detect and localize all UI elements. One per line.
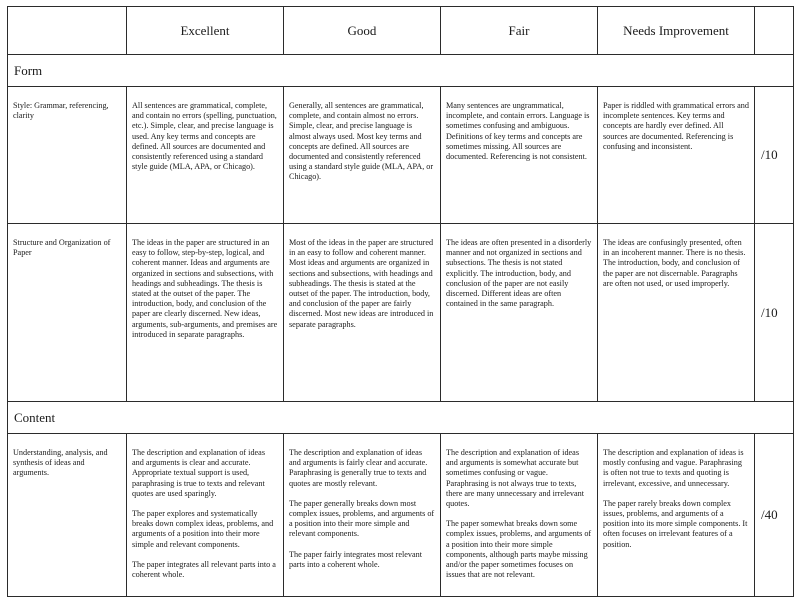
cell-fair	[441, 434, 598, 597]
score-cell: /10	[755, 224, 794, 402]
section-row-content	[8, 402, 794, 434]
cell-text: Paper is riddled with grammatical errors and incomplete sentences. Key terms and concepts are hardly ever defined. All sources are documented. Referencing is confusing and inconsistent.	[603, 101, 749, 151]
cell-text: The paper integrates all relevant parts into a coherent whole.	[132, 559, 276, 580]
rubric-table	[7, 6, 794, 597]
criterion-label: Style: Grammar, referencing, clarity	[8, 87, 127, 224]
cell-text: Many sentences are ungrammatical, incomplete, and contain errors. Language is sometimes confusing and ambiguous. Definitions of key terms and concepts are sometimes missing. All sources are documented. Referencing is not consistent.	[446, 101, 590, 162]
cell-text: The paper generally breaks down most complex issues, problems, and arguments of a position into their more simple and relevant components.	[289, 498, 435, 539]
criterion-row-style	[8, 87, 794, 224]
cell-text: The paper fairly integrates most relevant parts into a coherent whole.	[289, 549, 422, 569]
cell-good	[284, 434, 441, 597]
cell-text: Generally, all sentences are grammatical, complete, and contain almost no errors. Simple, clear, and precise language is almost always used. Most key terms and concepts are defined. All sources are documented and consistently referenced using a standard style guide (MLA, APA, or Chicago).	[289, 101, 434, 182]
section-title-form: Form	[8, 55, 794, 87]
score-cell: /40	[755, 434, 794, 597]
criterion-label: Understanding, analysis, and synthesis of ideas and arguments.	[8, 434, 127, 597]
header-row	[8, 7, 794, 55]
criterion-label: Structure and Organization of Paper	[8, 224, 127, 402]
cell-text: The description and explanation of ideas and arguments is somewhat accurate but sometimes confusing or vague. Paraphrasing is not always true to texts, there are many unnecessary and irrelevant quotes.	[446, 448, 584, 509]
cell-text: The description and explanation of ideas is mostly confusing and vague. Paraphrasing is often not true to texts and quoting is irrelevant, excessive, and unnecessary.	[603, 448, 744, 488]
section-title-content: Content	[8, 402, 794, 434]
header-fair: Fair	[441, 7, 598, 55]
score-cell: /10	[755, 87, 794, 224]
cell-text: The description and explanation of ideas and arguments is clear and accurate. Appropriate textual support is used, paraphrasing is true to texts and relevant quotes are used sparingly.	[132, 448, 266, 498]
cell-text: The ideas in the paper are structured in an easy to follow, step-by-step, logical, and coherent manner. Ideas and arguments are organized in sections and subsections, with headings and subheadings. The thesis is stated at the outset of the paper. The introduction, body, and conclusion of the paper are clearly discerned. New ideas, arguments, sub-arguments, and premises are introduced in separate paragraphs.	[132, 238, 278, 339]
cell-text: The paper somewhat breaks down some complex issues, problems, and arguments of a position into their more simple components, although parts maybe missing and/or the paper sometimes focuses on issues that are not relevant.	[446, 519, 592, 580]
cell-needs-improvement	[598, 87, 755, 224]
cell-good	[284, 87, 441, 224]
header-criteria	[8, 7, 127, 55]
cell-text: The paper explores and systematically breaks down complex ideas, problems, and arguments of a position into their more simple and relevant components.	[132, 509, 274, 549]
header-excellent: Excellent	[127, 7, 284, 55]
cell-excellent	[127, 87, 284, 224]
cell-text: The ideas are confusingly presented, often in an incoherent manner. There is no thesis. The introduction, body, and conclusion of the paper are not discernable. Paragraphs are often not used, or used improperly.	[603, 238, 746, 288]
criterion-row-understanding	[8, 434, 794, 597]
cell-needs-improvement	[598, 224, 755, 402]
section-row-form	[8, 55, 794, 87]
cell-fair	[441, 87, 598, 224]
cell-text: Most of the ideas in the paper are structured in an easy to follow and coherent manner. Most ideas and arguments are organized in sections and subsections, with headings and subheadings. The thesis is stated at the outset of the paper. The introduction, body, and conclusion of the paper are fairly discerned. Most new ideas are introduced in separate paragraphs.	[289, 238, 434, 329]
cell-needs-improvement	[598, 434, 755, 597]
header-good: Good	[284, 7, 441, 55]
cell-excellent	[127, 434, 284, 597]
header-score	[755, 7, 794, 55]
criterion-row-structure	[8, 224, 794, 402]
cell-excellent	[127, 224, 284, 402]
cell-good	[284, 224, 441, 402]
cell-text: All sentences are grammatical, complete, and contain no errors (spelling, punctuation, etc.). Simple, clear, and precise language is used. Any key terms and concepts are defined. All sources are documented and consistently referenced using a standard style guide (MLA, APA, or Chicago).	[132, 101, 277, 172]
cell-fair	[441, 224, 598, 402]
cell-text: The ideas are often presented in a disorderly manner and not organized in sections and subsections. The thesis is not stated explicitly. The introduction, body, and conclusion of the paper are not easily discerned. Different ideas are often contained in the same paragraph.	[446, 238, 592, 309]
header-needs-improvement: Needs Improvement	[598, 7, 755, 55]
cell-text: The description and explanation of ideas and arguments is fairly clear and accurate. Paraphrasing is generally true to texts and quotes are mostly relevant.	[289, 448, 428, 488]
cell-text: The paper rarely breaks down complex issues, problems, and arguments of a position into its more simple components. It often focuses on irrelevant features of a position.	[603, 498, 748, 549]
